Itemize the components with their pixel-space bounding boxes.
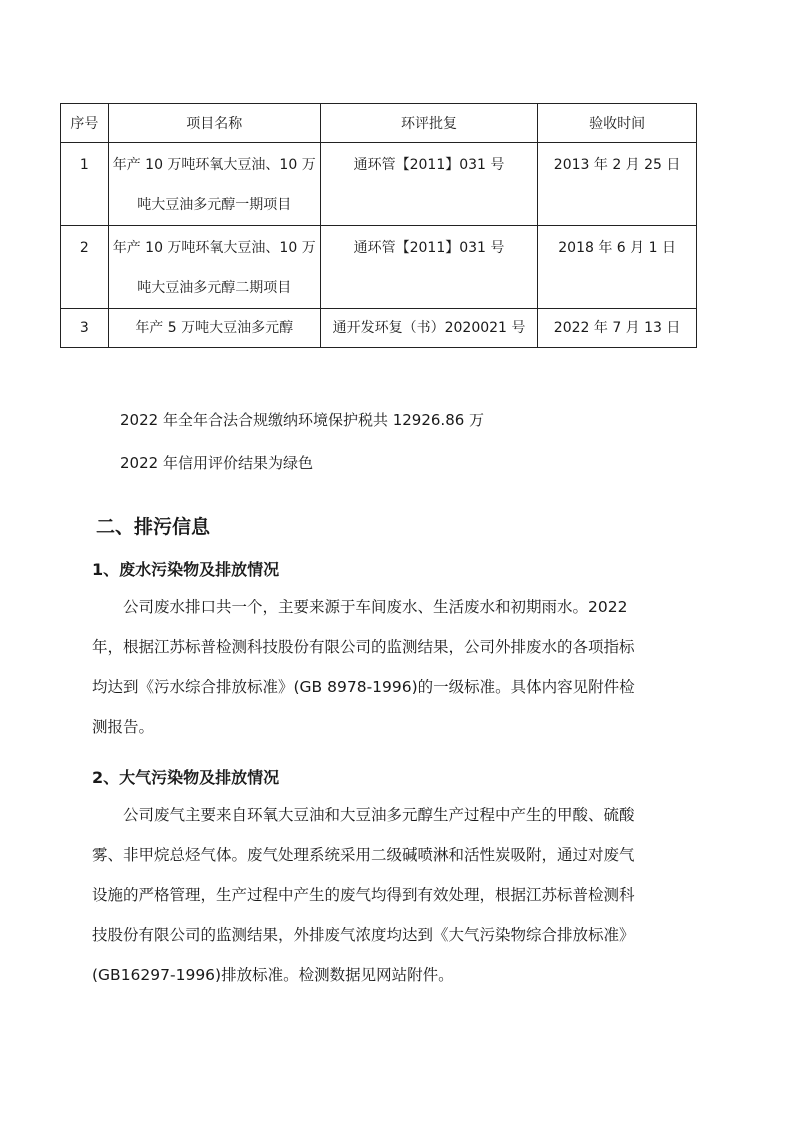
header-seq: 序号	[61, 104, 109, 143]
paragraph-line: (GB16297-1996)排放标准。检测数据见网站附件。	[92, 966, 454, 984]
paragraph-line: 均达到《污水综合排放标准》(GB 8978-1996)的一级标准。具体内容见附件检	[92, 678, 635, 696]
section-title: 二、排污信息	[96, 516, 211, 538]
table-row	[61, 226, 697, 309]
cell-date: 2022 年 7 月 13 日	[538, 309, 697, 348]
credit-note: 2022 年信用评价结果为绿色	[120, 454, 313, 472]
wastewater-paragraph	[92, 587, 672, 747]
paragraph-line: 设施的严格管理，生产过程中产生的废气均得到有效处理，根据江苏标普检测科	[92, 886, 635, 904]
cell-approval: 通开发环复（书）2020021 号	[320, 309, 537, 348]
paragraph-line: 公司废水排口共一个，主要来源于车间废水、生活废水和初期雨水。2022	[123, 598, 628, 616]
cell-date: 2018 年 6 月 1 日	[538, 226, 697, 309]
cell-approval: 通环管【2011】031 号	[320, 143, 537, 226]
project-name-line: 吨大豆油多元醇二期项目	[137, 280, 292, 296]
cell-date: 2013 年 2 月 25 日	[538, 143, 697, 226]
cell-seq: 1	[61, 143, 109, 226]
air-heading: 2、大气污染物及排放情况	[92, 768, 280, 787]
paragraph-line: 雾、非甲烷总烃气体。废气处理系统采用二级碱喷淋和活性炭吸附，通过对废气	[92, 846, 635, 864]
cell-project-name	[108, 143, 320, 226]
paragraph-line: 公司废气主要来自环氧大豆油和大豆油多元醇生产过程中产生的甲酸、硫酸	[123, 806, 635, 824]
project-name-line: 年产 10 万吨环氧大豆油、10 万	[112, 240, 316, 256]
paragraph-line: 年，根据江苏标普检测科技股份有限公司的监测结果，公司外排废水的各项指标	[92, 638, 635, 656]
paragraph-line: 测报告。	[92, 718, 155, 736]
table-row	[61, 143, 697, 226]
header-project-name: 项目名称	[108, 104, 320, 143]
project-name-line: 年产 10 万吨环氧大豆油、10 万	[112, 157, 316, 173]
cell-seq: 3	[61, 309, 109, 348]
paragraph-line: 技股份有限公司的监测结果，外排废气浓度均达到《大气污染物综合排放标准》	[92, 926, 635, 944]
wastewater-heading: 1、废水污染物及排放情况	[92, 560, 280, 579]
header-eia-approval: 环评批复	[320, 104, 537, 143]
tax-note: 2022 年全年合法合规缴纳环境保护税共 12926.86 万	[120, 411, 485, 429]
cell-project-name	[108, 226, 320, 309]
table-row	[61, 309, 697, 348]
cell-seq: 2	[61, 226, 109, 309]
air-paragraph	[92, 795, 672, 995]
cell-project-name: 年产 5 万吨大豆油多元醇	[108, 309, 320, 348]
project-approval-table	[60, 103, 697, 348]
cell-approval: 通环管【2011】031 号	[320, 226, 537, 309]
project-name-line: 吨大豆油多元醇一期项目	[137, 197, 292, 213]
table-header-row	[61, 104, 697, 143]
header-acceptance-date: 验收时间	[538, 104, 697, 143]
